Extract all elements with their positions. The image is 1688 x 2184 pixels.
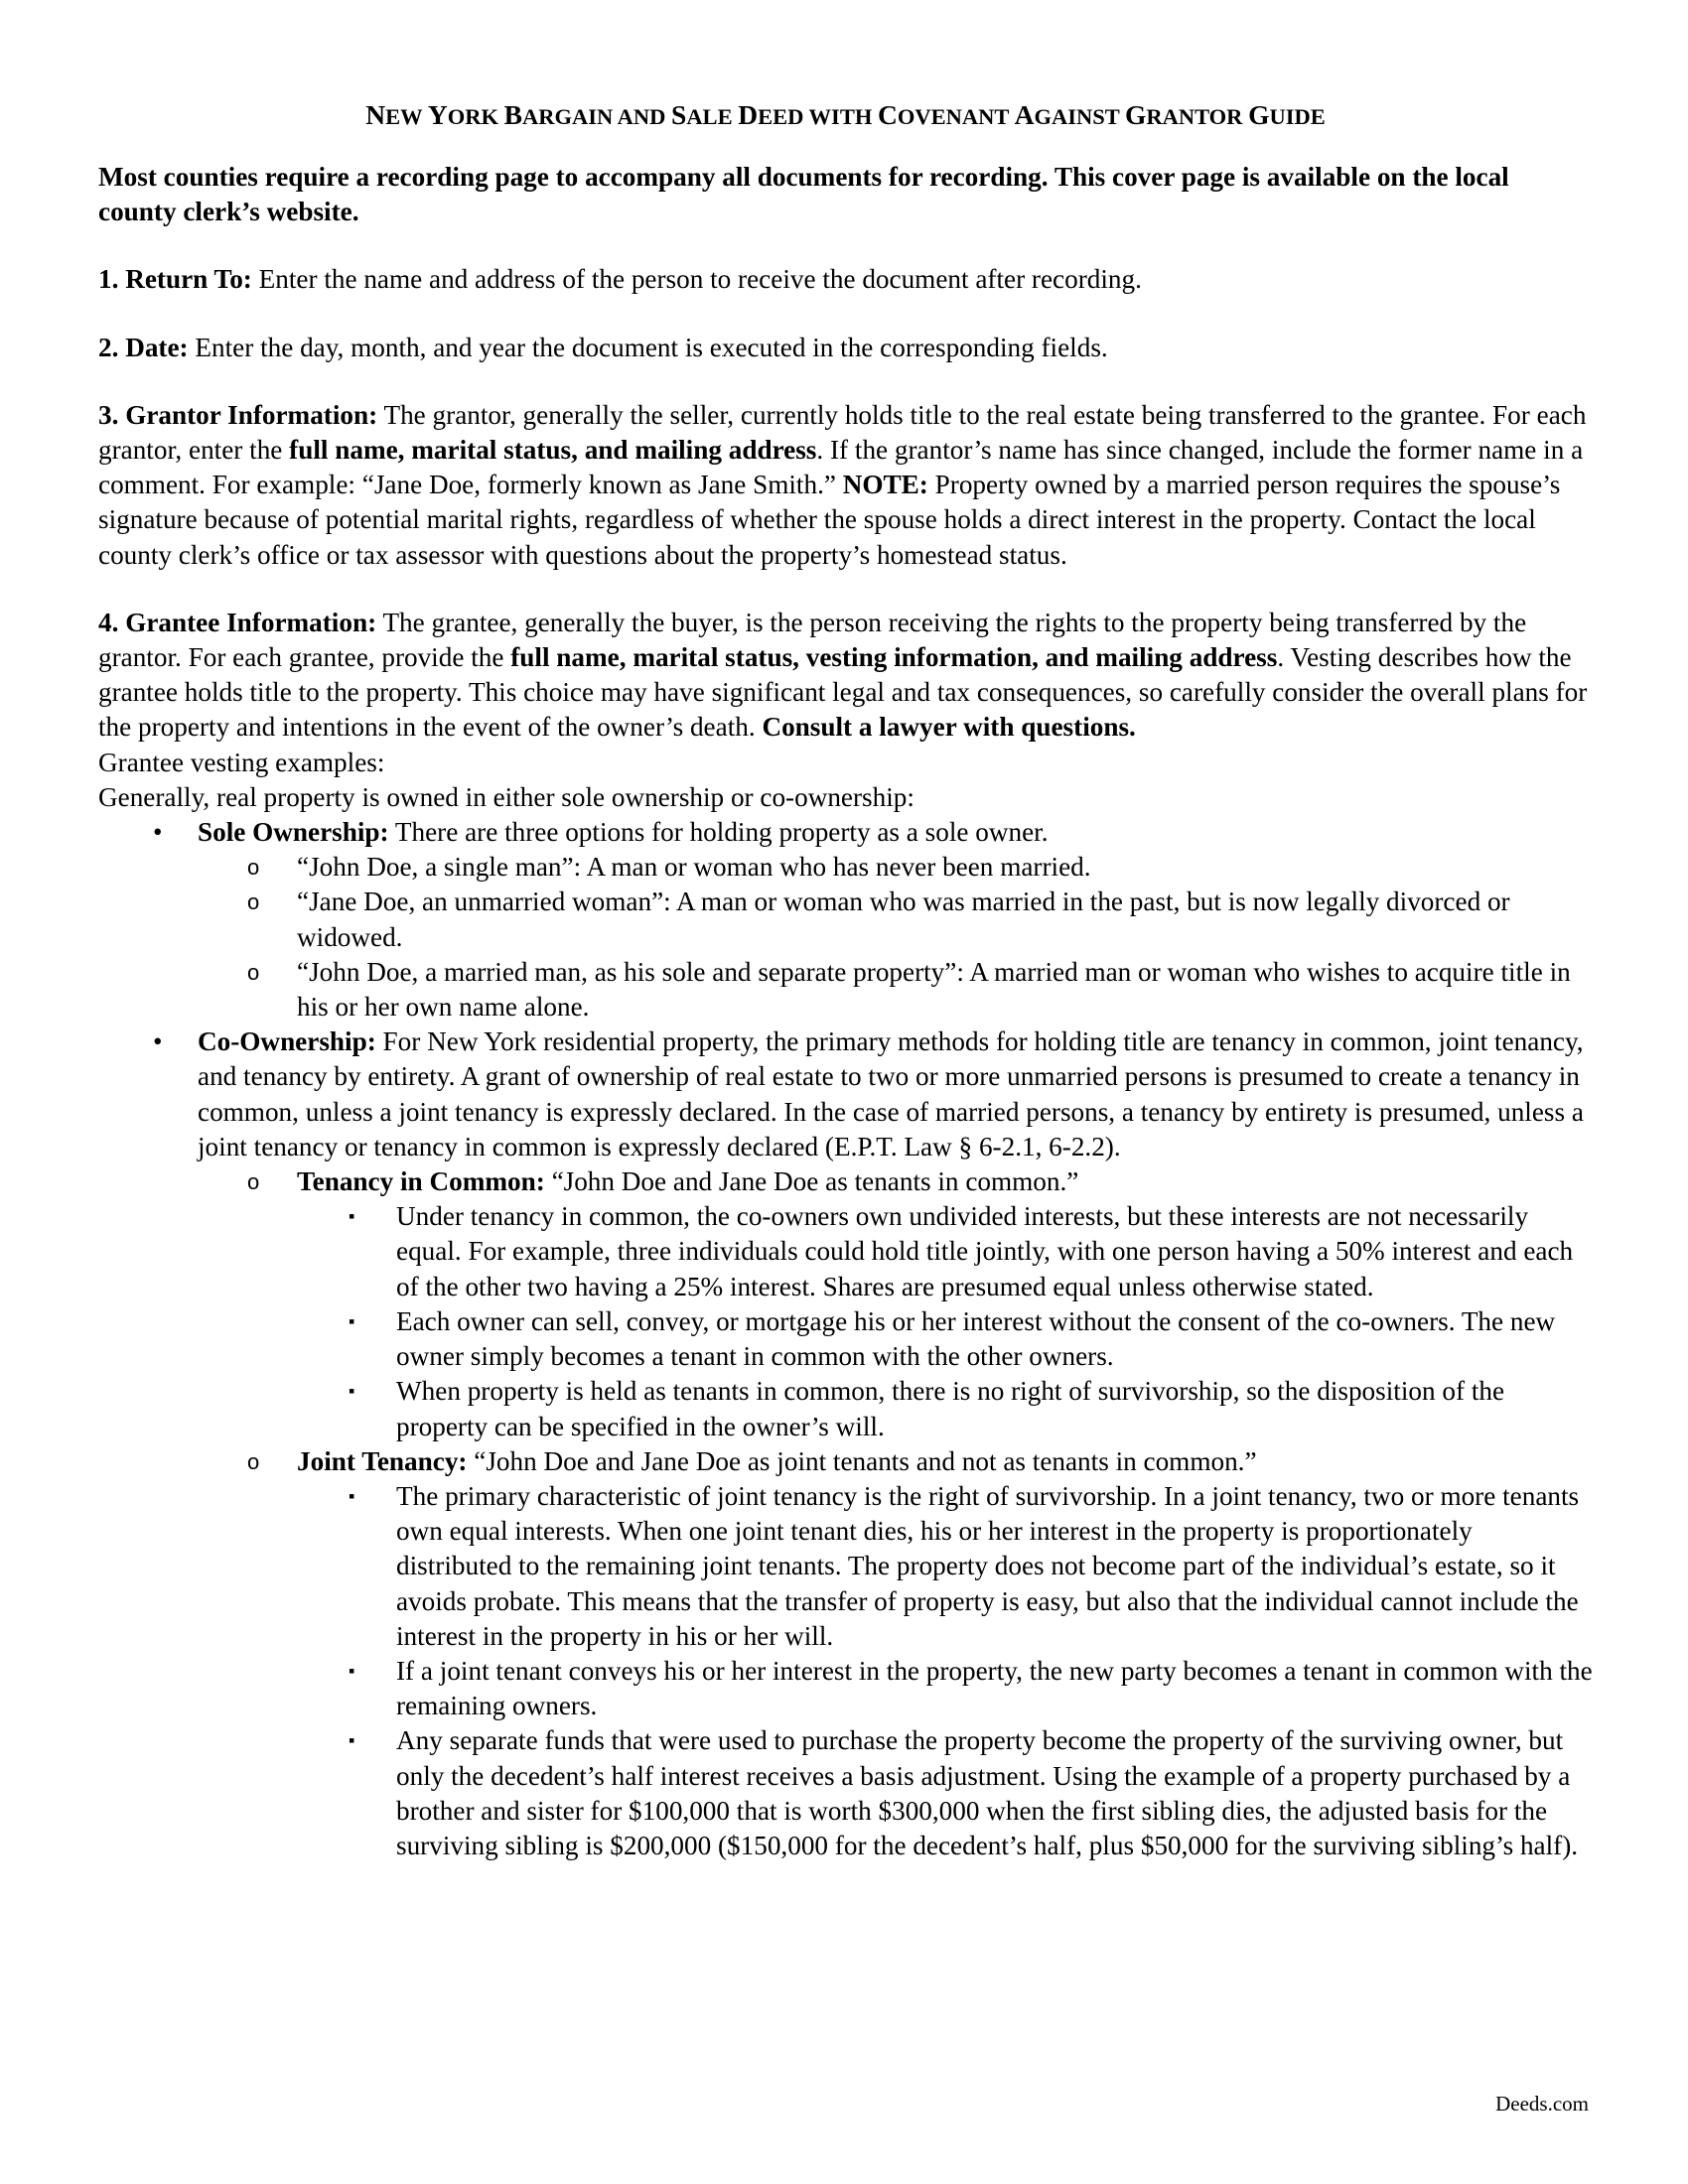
section-label: 2. Date: — [98, 332, 189, 362]
circle-bullet-icon: o — [247, 855, 260, 881]
list-item: ▪ When property is held as tenants in common, there is no right of survivorship, so the disposition of the property can be specified in the owner’s will. — [349, 1376, 1505, 1441]
section-grantee-information: 4. Grantee Information: The grantee, generally the buyer, is the person receiving the rights to the property being transferred by the grantor. For each grantee, provide the full name, marital status, vesting information, and mailing address. Vesting describes how the grantee holds title to the property. This choice may have significant legal and tax consequences, so carefully consider the overall plans for the property and intentions in the event of the owner’s death. Consult a lawyer with questions. — [98, 607, 1588, 743]
list-item: ▪ Each owner can sell, convey, or mortgage his or her interest without the consent of the co-owners. The new owner simply becomes a tenant in common with the other owners. — [349, 1305, 1556, 1372]
ownership-intro: Generally, real property is owned in either sole ownership or co-ownership: — [98, 781, 914, 812]
list-item: ▪ Any separate funds that were used to purchase the property become the property of the surviving owner, but only the decedent’s half interest receives a basis adjustment. Using the example of a property purchased by a brother and sister for $100,000 that is worth $300,000 when the first sibling dies, the adjusted basis for the surviving sibling is $200,000 ($150,000 for the decedent’s half, plus $50,000 for the surviving sibling’s half). — [349, 1725, 1579, 1860]
list-item-joint-tenancy: o Joint Tenancy: “John Doe and Jane Doe as joint tenants and not as tenants in common.” — [98, 1444, 1593, 1479]
square-bullet-icon: ▪ — [349, 1381, 355, 1402]
list-item-sole-ownership: • Sole Ownership: There are three options for holding property as a sole owner. — [98, 815, 1593, 850]
section-label: 4. Grantee Information: — [98, 607, 377, 637]
square-bullet-icon: ▪ — [349, 1660, 355, 1681]
list-item-co-ownership: • Co-Ownership: For New York residential property, the primary methods for holding title are tenancy in common, joint tenancy, and tenancy by entirety. A grant of ownership of real estate to two or more unmarried persons is presumed to create a tenancy in common, unless a joint tenancy is expressly declared. In the case of married persons, a tenancy by entirety is presumed, unless a joint tenancy or tenancy in common is expressly declared (E.P.T. Law § 6-2.1, 6-2.2). — [153, 1026, 1584, 1161]
square-bullet-icon: ▪ — [349, 1730, 355, 1751]
list-item: ▪ If a joint tenant conveys his or her interest in the property, the new party becomes a tenant in common with the remaining owners. — [349, 1655, 1593, 1721]
section-grantor-information: 3. Grantor Information: The grantor, generally the seller, currently holds title to the real estate being transferred to the grantee. For each grantor, enter the full name, marital status, and mailing address. If the grantor’s name has since changed, include the former name in a comment. For example: “Jane Doe, formerly known as Jane Smith.” NOTE: Property owned by a married person requires the spouse’s signature because of potential marital rights, regardless of whether the spouse holds a direct interest in the property. Contact the local county clerk’s office or tax assessor with questions about the property’s homestead status. — [98, 399, 1587, 570]
intro-paragraph: Most counties require a recording page to accompany all documents for recording. This cover page is available on the local county clerk’s website. — [98, 162, 1509, 227]
vesting-examples-label: Grantee vesting examples: — [98, 747, 385, 777]
square-bullet-icon: ▪ — [349, 1485, 355, 1506]
list-item-tenancy-in-common: o Tenancy in Common: “John Doe and Jane Doe as tenants in common.” — [98, 1164, 1593, 1199]
square-bullet-icon: ▪ — [349, 1206, 355, 1227]
section-label: 1. Return To: — [98, 264, 252, 295]
list-item: o “John Doe, a single man”: A man or woman who has never been married. — [98, 850, 1593, 885]
section-date: 2. Date: Enter the day, month, and year the document is executed in the corresponding fields. — [98, 332, 1108, 362]
circle-bullet-icon: o — [247, 1169, 260, 1195]
circle-bullet-icon: o — [247, 959, 260, 985]
list-item: o “John Doe, a married man, as his sole and separate property”: A married man or woman who wishes to acquire title in his or her own name alone. — [247, 956, 1571, 1023]
list-item: o “Jane Doe, an unmarried woman”: A man or woman who was married in the past, but is now legally divorced or widowed. — [247, 887, 1510, 952]
document-content — [98, 100, 1593, 1863]
circle-bullet-icon: o — [247, 889, 260, 915]
square-bullet-icon: ▪ — [349, 1310, 355, 1331]
bullet-icon: • — [153, 817, 163, 848]
footer-brand: Deeds.com — [1495, 2092, 1589, 2116]
section-label: 3. Grantor Information: — [98, 399, 378, 430]
list-item: ▪ The primary characteristic of joint tenancy is the right of survivorship. In a joint tenancy, two or more tenants own equal interests. When one joint tenant dies, his or her interest in the property is proportionately distributed to the remaining joint tenants. The property does not become part of the individual’s estate, so it avoids probate. This means that the transfer of property is easy, but also that the individual cannot include the interest in the property in his or her will. — [349, 1480, 1580, 1651]
ownership-list — [98, 815, 1593, 1863]
bullet-icon: • — [153, 1026, 163, 1057]
page-title: NEW YORK BARGAIN AND SALE DEED WITH COVENANT AGAINST GRANTOR GUIDE — [365, 99, 1326, 130]
section-return-to: 1. Return To: Enter the name and address of the person to receive the document after recording. — [98, 264, 1142, 295]
list-item: ▪ Under tenancy in common, the co-owners own undivided interests, but these interests are not necessarily equal. For example, three individuals could hold title jointly, with one person having a 50% interest and each of the other two having a 25% interest. Shares are presumed equal unless otherwise stated. — [349, 1201, 1574, 1301]
circle-bullet-icon: o — [247, 1448, 260, 1474]
